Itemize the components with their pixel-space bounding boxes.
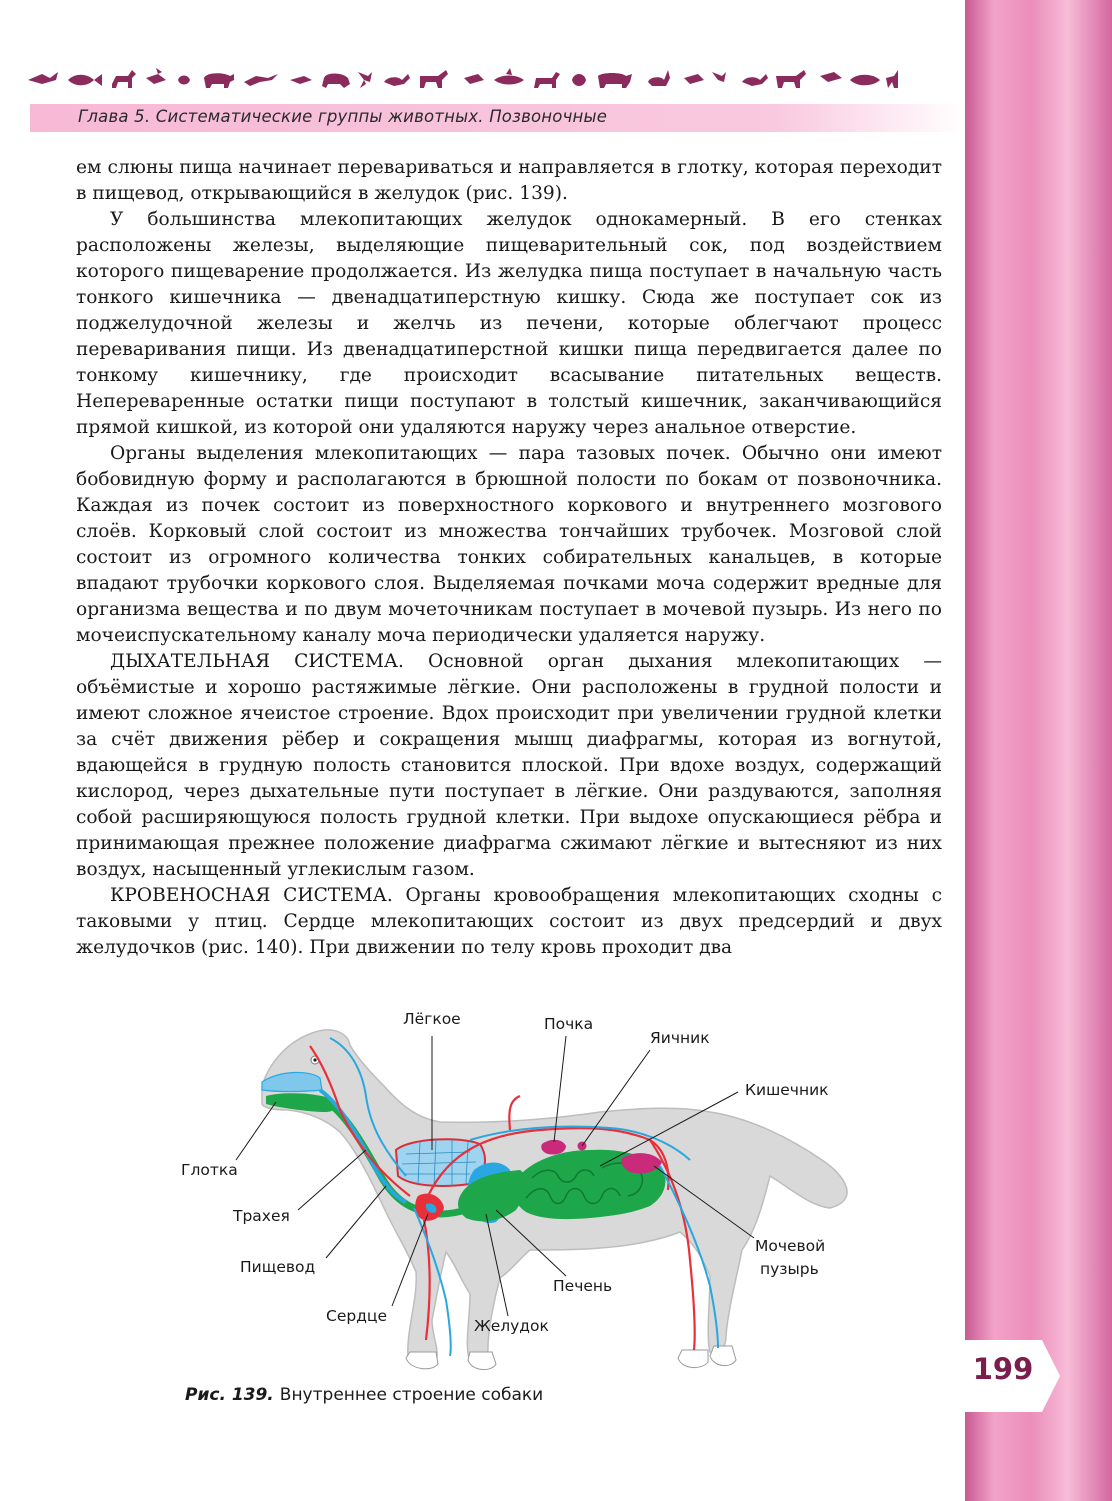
chapter-title: Глава 5. Систематические группы животных. Позвоночные [78,107,608,126]
deer-icon [112,70,136,88]
scorpion-icon [384,74,410,86]
paragraph: ДЫХАТЕЛЬНАЯ СИСТЕМА. Основной орган дыхания млекопитающих — объёмистые и хорошо растяжимые лёгкие. Они расположены в грудной полости и имеют сложное ячеистое строение. Вдох происходит при увеличении грудной клетки за счёт движения рёбер и сокращения мышц диафрагмы, которая из вогнутой, вдающейся в грудную полость становится плоской. При вдохе воздух, содержащий кислород, через дыхательные пути поступает в лёгкие. Они раздуваются, заполняя собой расширяющуюся полость грудной клетки. При выдохе опускающиеся рёбра и принимающая прежнее положение диафрагма сжимают лёгкие и вытесняют из них воздух, насыщенный углекислым газом. [76,651,942,880]
butterfly-icon [358,72,372,88]
paragraph: Органы выделения млекопитающих — пара тазовых почек. Обычно они имеют бобовидную форму и располагаются в брюшной полости по бокам от позвоночника. Каждая из почек состоит из поверхностного коркового и внутреннего мозгового слоёв. Корковый слой состоит из множества тончайших трубочек. Мозговой слой состоит из огромного количества тонких собирательных канальцев, в которые впадают трубочки коркового слоя. Выделяемая почками моча содержит вредные для организма вещества и по двум мочеточникам поступает в мочевой пузырь. Из него по мочеиспускательному каналу моча периодически удаляется наружу. [76,443,942,646]
caption-text: Внутреннее строение собаки [279,1385,544,1405]
label-heart: Сердце [326,1307,388,1325]
bird-icon [28,72,58,84]
boar-icon [322,74,350,89]
bird-icon [290,76,312,84]
animal-silhouette-strip [28,66,898,94]
label-ovary: Яичник [650,1029,710,1047]
label-bladder-line1: Мочевой [755,1237,826,1255]
leader-line-ovary [582,1050,650,1146]
bison-icon [204,73,234,88]
scorpion-icon [742,74,768,86]
label-kidney: Почка [544,1015,594,1033]
bird-icon [684,74,704,84]
bird-icon [820,72,842,82]
paragraph: У большинства млекопитающих желудок однокамерный. В его стенках расположены железы, выделяющие пищеварительный сок, под воздействием которого пищеварение продолжается. Из желудка пища поступает в начальную часть тонкого кишечника — двенадцатиперстную кишку. Сюда же поступает сок из поджелудочной железы и желчь из печени, которые облегчают процесс переваривания пищи. Из двенадцатиперстной кишки пища передвигается далее по тонкому кишечнику, где происходит всасывание питательных веществ. Непереваренные остатки пищи поступают в толстый кишечник, заканчивающийся прямой кишкой, из которой они удаляются наружу через анальное отверстие. [76,209,942,438]
lizard-icon [244,74,278,86]
label-trachea: Трахея [233,1207,290,1225]
paragraph: ем слюны пища начинает перевариваться и направляется в глотку, которая переходит в пищевод, открывающийся в желудок (рис. 139). [76,157,942,204]
moose-icon [886,70,898,88]
leader-line-trachea [298,1150,366,1210]
horse-icon [776,70,806,88]
paragraph: КРОВЕНОСНАЯ СИСТЕМА. Органы кровообращения млекопитающих сходны с таковыми у птиц. Сердце млекопитающих состоит из двух предсердий и двух желудочков (рис. 140). При движении по телу кровь проходит два [76,885,942,958]
leader-line-stomach [486,1214,508,1316]
butterfly-icon [712,72,726,82]
insect-icon [572,74,586,86]
horse-icon [420,70,448,88]
label-pharynx: Глотка [181,1161,238,1179]
bird-icon [464,74,484,84]
side-decorative-band [965,0,1112,1501]
label-liver: Печень [553,1277,613,1295]
rabbit-icon [648,70,670,86]
label-lung: Лёгкое [403,1010,461,1028]
label-stomach: Желудок [474,1317,549,1335]
leader-line-liver [496,1210,566,1276]
goat-icon [534,72,560,88]
label-intestine: Кишечник [745,1081,829,1099]
label-bladder-line2: пузырь [760,1260,819,1278]
label-esophagus: Пищевод [240,1258,316,1276]
leader-line-pharynx [236,1102,276,1160]
leader-line-heart [392,1214,428,1306]
insect-icon [176,72,192,85]
bird-icon [146,68,166,84]
whale-icon [850,75,880,86]
shark-icon [494,68,524,85]
leader-line-intestine [600,1092,738,1166]
body-text [76,155,942,961]
leader-line-esophagus [326,1186,386,1258]
fish-icon [68,74,102,86]
leader-line-kidney [554,1036,566,1142]
bull-icon [598,73,632,88]
caption-number: Рис. 139. [185,1385,274,1405]
page-number: 199 [972,1352,1034,1386]
dog-anatomy-figure [170,1000,870,1380]
leader-line-bladder [654,1166,754,1238]
figure-caption [185,1385,543,1405]
